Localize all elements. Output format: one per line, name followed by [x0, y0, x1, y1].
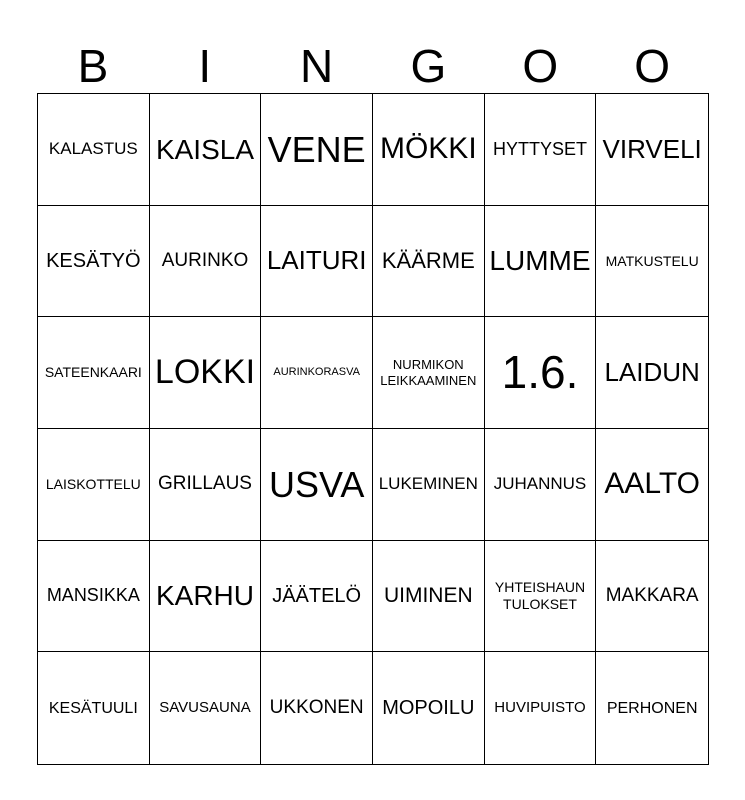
bingo-cell[interactable]: KESÄTYÖ	[38, 206, 150, 318]
header-letter: O	[634, 40, 670, 92]
bingo-cell[interactable]: AALTO	[596, 429, 708, 541]
bingo-cell[interactable]: VENE	[261, 94, 373, 206]
bingo-cell[interactable]: USVA	[261, 429, 373, 541]
bingo-cell[interactable]: KÄÄRME	[373, 206, 485, 318]
bingo-cell[interactable]: LAIDUN	[596, 317, 708, 429]
bingo-cell[interactable]: KAISLA	[150, 94, 262, 206]
header-letter: O	[522, 40, 559, 92]
bingo-cell[interactable]: LUMME	[485, 206, 597, 318]
bingo-cell[interactable]: AURINKORASVA	[261, 317, 373, 429]
bingo-cell[interactable]: GRILLAUS	[150, 429, 262, 541]
bingo-grid	[37, 93, 709, 765]
bingo-cell[interactable]: KALASTUS	[38, 94, 150, 206]
bingo-cell[interactable]: LAISKOTTELU	[38, 429, 150, 541]
header-letter: I	[198, 40, 212, 92]
bingo-cell[interactable]: PERHONEN	[606, 699, 698, 717]
bingo-cell[interactable]: HUVIPUISTO	[485, 652, 597, 764]
bingo-cell[interactable]: LOKKI	[150, 317, 262, 429]
bingo-cell[interactable]: LUKEMINEN	[373, 429, 485, 541]
header-letter: N	[299, 40, 334, 92]
bingo-cell[interactable]: MANSIKKA	[38, 541, 150, 653]
bingo-cell[interactable]: KARHU	[150, 541, 262, 653]
bingo-cell[interactable]: AURINKO	[150, 206, 262, 318]
header-letter: B	[77, 40, 109, 92]
bingo-cell[interactable]: MATKUSTELU	[596, 206, 708, 318]
bingo-cell[interactable]: MAKKARA	[596, 541, 708, 653]
bingo-cell[interactable]: YHTEISHAUN TULOKSET	[485, 541, 597, 653]
bingo-cell[interactable]: MOPOILU	[373, 652, 485, 764]
bingo-cell[interactable]: UKKONEN	[261, 652, 373, 764]
bingo-cell[interactable]: MÖKKI	[373, 94, 485, 206]
bingo-cell[interactable]: JUHANNUS	[485, 429, 597, 541]
bingo-cell[interactable]: SATEENKAARI	[38, 317, 150, 429]
bingo-header	[37, 38, 708, 94]
bingo-cell[interactable]: LAITURI	[261, 206, 373, 318]
bingo-cell[interactable]: 1.6.	[485, 317, 597, 429]
bingo-cell[interactable]: VIRVELI	[596, 94, 708, 206]
header-letter: G	[410, 40, 447, 92]
bingo-cell[interactable]: KESÄTUULI	[38, 652, 150, 764]
bingo-cell[interactable]: UIMINEN	[373, 541, 485, 653]
bingo-cell[interactable]: NURMIKON LEIKKAAMINEN	[373, 317, 485, 429]
bingo-cell[interactable]: SAVUSAUNA	[150, 652, 262, 764]
bingo-cell[interactable]: JÄÄTELÖ	[261, 541, 373, 653]
bingo-cell[interactable]: HYTTYSET	[485, 94, 597, 206]
